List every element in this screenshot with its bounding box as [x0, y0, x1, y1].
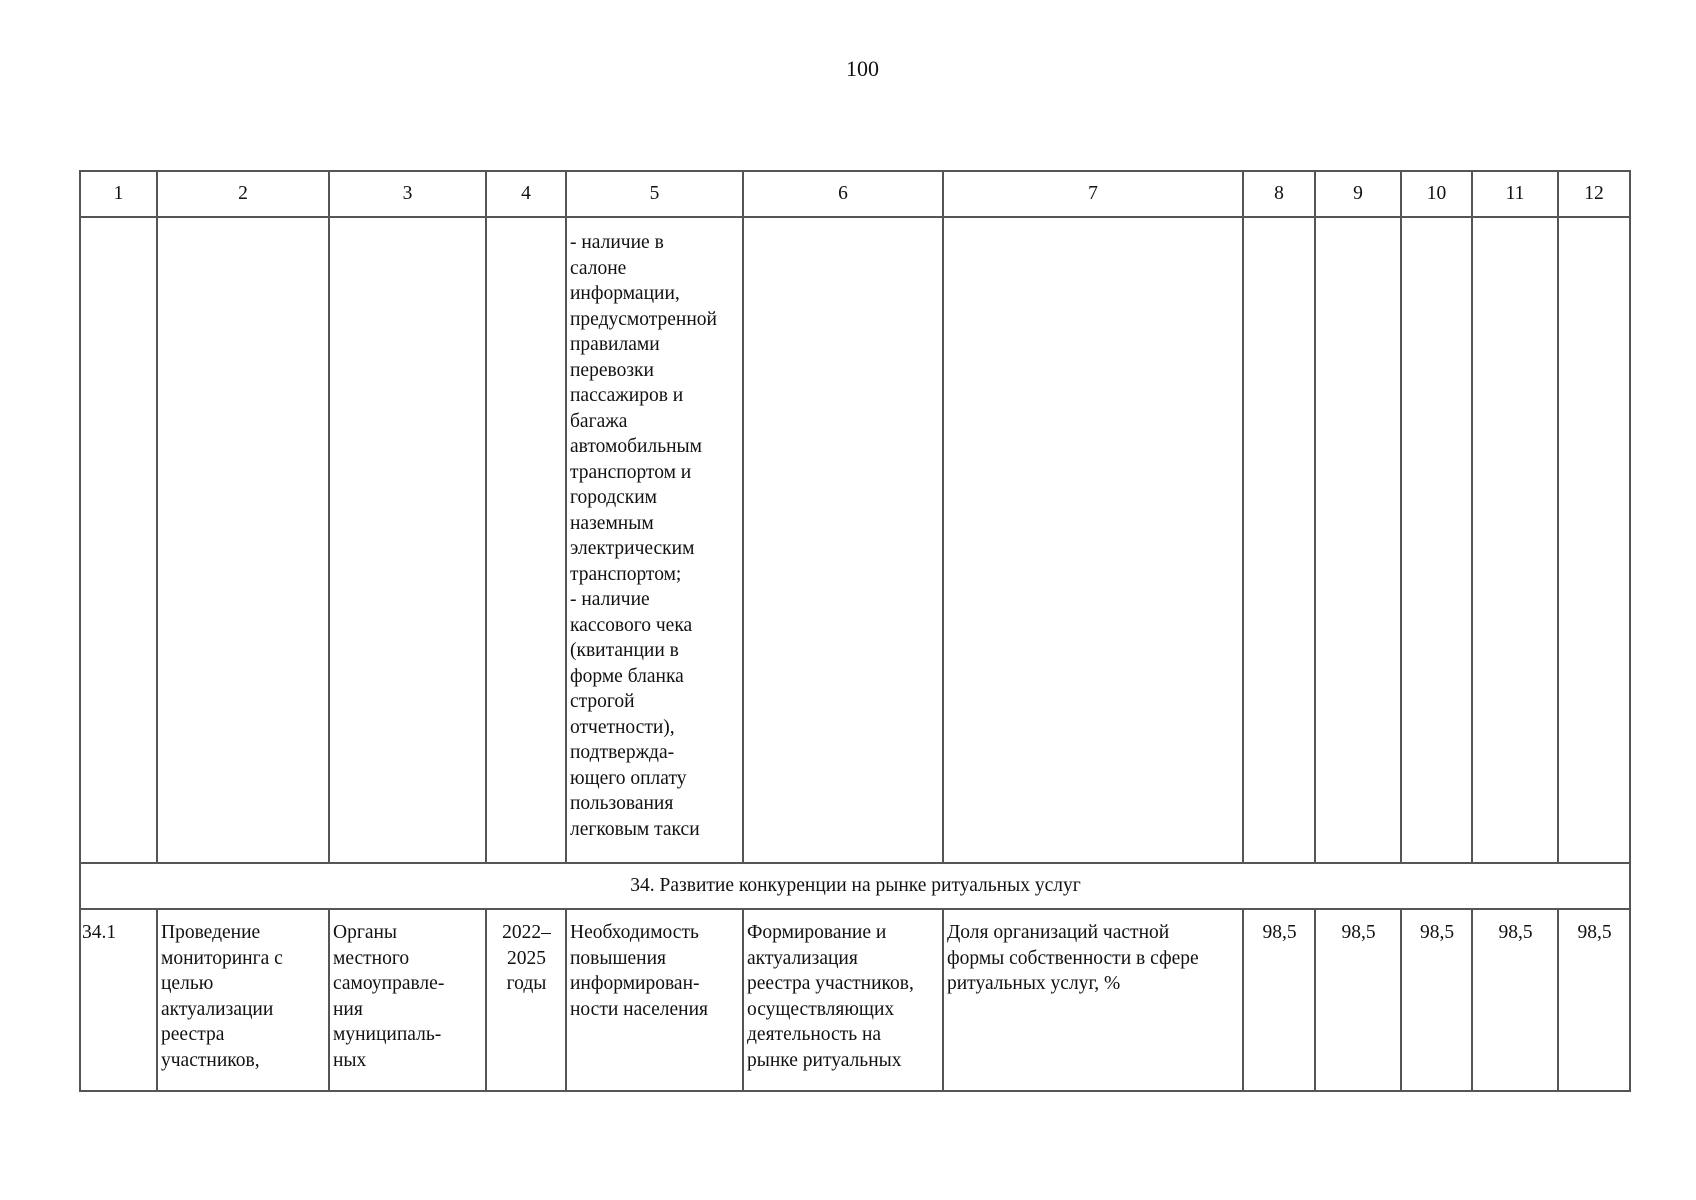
value-cell: 98,5	[1401, 909, 1472, 1091]
column-number: 2	[157, 171, 329, 217]
column-number: 4	[486, 171, 566, 217]
problem-cell: Необходимость повышения информирован- ности населения	[566, 909, 743, 1091]
item-number: 34.1	[80, 909, 157, 1091]
table-cell	[743, 217, 943, 863]
column-number: 1	[80, 171, 157, 217]
column-number-row	[80, 171, 1630, 217]
column-number: 3	[329, 171, 486, 217]
indicator-cell: Доля организаций частной формы собственности в сфере ритуальных услуг, %	[943, 909, 1243, 1091]
table-cell	[486, 217, 566, 863]
column-number: 11	[1472, 171, 1558, 217]
measure-cell: Проведение мониторинга с целью актуализации реестра участников,	[157, 909, 329, 1091]
table-cell	[943, 217, 1243, 863]
result-cell: Формирование и актуализация реестра участников, осуществляющих деятельность на рынке ритуальных	[743, 909, 943, 1091]
responsible-cell: Органы местного самоуправле- ния муниципаль- ных	[329, 909, 486, 1091]
continuation-row	[80, 217, 1630, 863]
problem-continuation-cell: - наличие в салоне информации, предусмотренной правилами перевозки пассажиров и багажа автомобильным транспортом и городским наземным электрическим транспортом; - наличие кассового чека (квитанции в форме бланка строгой отчетности), подтвержда- ющего оплату пользования легковым такси	[566, 217, 743, 863]
section-row	[80, 863, 1630, 909]
value-cell: 98,5	[1558, 909, 1630, 1091]
table-cell	[80, 217, 157, 863]
table-cell	[1315, 217, 1401, 863]
period-cell: 2022– 2025 годы	[486, 909, 566, 1091]
table-cell	[1472, 217, 1558, 863]
value-cell: 98,5	[1472, 909, 1558, 1091]
page-number: 100	[846, 56, 879, 81]
table-row	[80, 909, 1630, 1091]
table-cell	[1401, 217, 1472, 863]
column-number: 10	[1401, 171, 1472, 217]
table-cell	[1243, 217, 1315, 863]
column-number: 12	[1558, 171, 1630, 217]
column-number: 8	[1243, 171, 1315, 217]
value-cell: 98,5	[1243, 909, 1315, 1091]
table-cell	[157, 217, 329, 863]
column-number: 9	[1315, 171, 1401, 217]
column-number: 5	[566, 171, 743, 217]
section-title: 34. Развитие конкуренции на рынке ритуальных услуг	[80, 863, 1630, 909]
table-cell	[1558, 217, 1630, 863]
column-number: 7	[943, 171, 1243, 217]
value-cell: 98,5	[1315, 909, 1401, 1091]
table-cell	[329, 217, 486, 863]
column-number: 6	[743, 171, 943, 217]
measures-table	[79, 170, 1631, 1092]
